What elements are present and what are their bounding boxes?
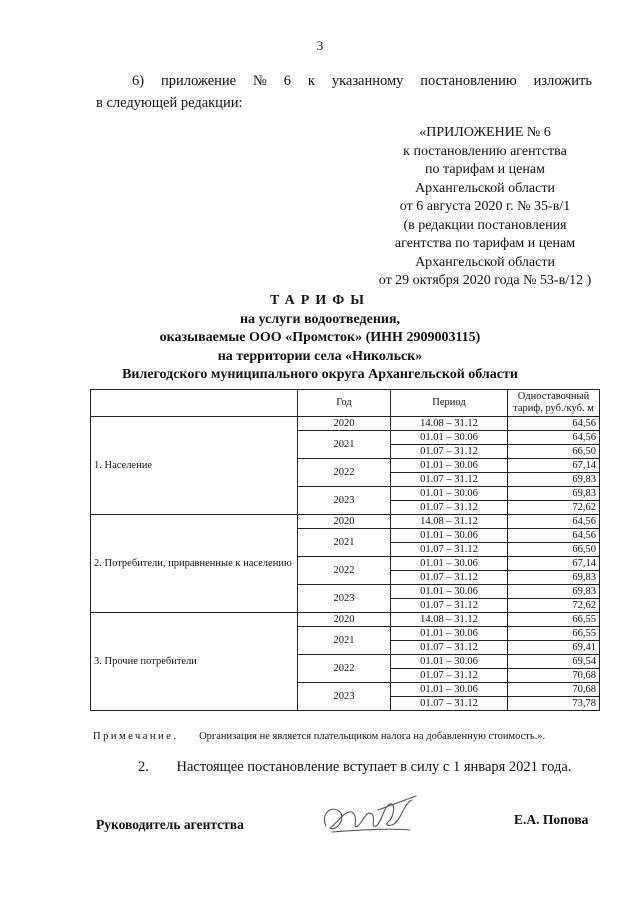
- table-row: [91, 417, 600, 431]
- year-cell: 2021: [298, 529, 391, 557]
- appendix-line: «ПРИЛОЖЕНИЕ № 6: [419, 125, 551, 140]
- year-cell: 2021: [298, 627, 391, 655]
- category-cell: 1. Население: [91, 417, 298, 515]
- tariff-cell: 69,83: [508, 487, 600, 501]
- title-line: на услуги водоотведения,: [239, 311, 401, 327]
- period-cell: 01.01 – 30.06: [391, 627, 508, 641]
- tariff-cell: 69,54: [508, 655, 600, 669]
- appendix-line: к постановлению агентства: [403, 143, 567, 159]
- year-cell: 2021: [298, 431, 391, 459]
- word: 6): [132, 73, 145, 89]
- year-cell: 2020: [298, 613, 391, 627]
- tariff-cell: 64,56: [508, 431, 600, 445]
- tariff-cell: 70,68: [508, 683, 600, 697]
- paragraph-text: Настоящее постановление вступает в силу с 1 января 2021 года.: [176, 759, 572, 775]
- year-cell: 2020: [298, 515, 391, 529]
- period-cell: 01.07 – 31.12: [391, 641, 508, 655]
- word: постановлению: [420, 73, 517, 89]
- word: указанному: [331, 73, 404, 89]
- title-line: Вилегодского муниципального округа Архангельской области: [122, 367, 518, 382]
- appendix-line: Архангельской области: [415, 180, 555, 196]
- period-cell: 14.08 – 31.12: [391, 417, 508, 431]
- word: изложить: [533, 73, 592, 89]
- period-cell: 01.07 – 31.12: [391, 445, 508, 459]
- tariff-cell: 69,83: [508, 571, 600, 585]
- signatory-name: Е.А. Попова: [514, 812, 589, 827]
- word: №: [253, 73, 267, 89]
- table-row: [91, 613, 600, 627]
- period-cell: 01.01 – 30.06: [391, 487, 508, 501]
- period-cell: 14.08 – 31.12: [391, 515, 508, 529]
- period-cell: 01.01 – 30.06: [391, 683, 508, 697]
- period-cell: 01.01 – 30.06: [391, 557, 508, 571]
- tariff-cell: 66,55: [508, 627, 600, 641]
- paragraph-2: [138, 759, 571, 776]
- period-cell: 01.07 – 31.12: [391, 599, 508, 613]
- period-cell: 01.07 – 31.12: [391, 543, 508, 557]
- tariff-cell: 66,50: [508, 445, 600, 459]
- tariff-cell: 70,68: [508, 669, 600, 683]
- word: 6: [283, 73, 291, 89]
- paragraph-6: [96, 70, 592, 114]
- tariff-cell: 69,83: [508, 585, 600, 599]
- word: приложение: [160, 73, 237, 89]
- signatory-position: Руководитель агентства: [96, 817, 244, 832]
- title-heading: ТАРИФЫ: [270, 293, 370, 308]
- appendix-line: от 6 августа 2020 г. № 35-в/1: [399, 199, 571, 214]
- table-row: [91, 515, 600, 529]
- note-text: Организация не является плательщиком налога на добавленную стоимость.».: [199, 731, 546, 742]
- period-cell: 01.07 – 31.12: [391, 571, 508, 585]
- appendix-line: Архангельской области: [415, 254, 555, 270]
- tariff-cell: 72,62: [508, 599, 600, 613]
- year-cell: 2023: [298, 487, 391, 515]
- word: к: [307, 73, 315, 89]
- category-cell: 3. Прочие потребители: [91, 613, 298, 711]
- period-cell: 14.08 – 31.12: [391, 613, 508, 627]
- tariff-table: [90, 389, 600, 711]
- header-year: Год: [298, 390, 391, 417]
- tariff-cell: 67,14: [508, 557, 600, 571]
- paragraph-number: 2.: [138, 759, 149, 775]
- header-period: Период: [391, 390, 508, 417]
- tariff-cell: 66,50: [508, 543, 600, 557]
- tariff-cell: 66,55: [508, 613, 600, 627]
- tariff-cell: 72,62: [508, 501, 600, 515]
- appendix-line: (в редакции постановления: [403, 217, 567, 233]
- document-title: [0, 292, 640, 385]
- year-cell: 2022: [298, 655, 391, 683]
- table-header-row: [91, 390, 600, 417]
- appendix-line: от 29 октября 2020 года № 53-в/12 ): [378, 273, 592, 288]
- title-line: оказываемые ООО «Промсток» (ИНН 2909003115): [159, 330, 481, 345]
- title-line: на территории села «Никольск»: [217, 348, 423, 364]
- year-cell: 2020: [298, 417, 391, 431]
- period-cell: 01.01 – 30.06: [391, 585, 508, 599]
- appendix-line: агентства по тарифам и ценам: [394, 236, 576, 251]
- period-cell: 01.07 – 31.12: [391, 473, 508, 487]
- paragraph-6-line2: в следующей редакции:: [96, 95, 243, 111]
- tariff-table-body: [91, 417, 600, 711]
- period-cell: 01.07 – 31.12: [391, 669, 508, 683]
- category-cell: 2. Потребители, приравненные к населению: [91, 515, 298, 613]
- tariff-cell: 64,56: [508, 515, 600, 529]
- tariff-cell: 67,14: [508, 459, 600, 473]
- tariff-cell: 69,83: [508, 473, 600, 487]
- note-label: Примечание.: [93, 731, 179, 742]
- year-cell: 2023: [298, 683, 391, 711]
- period-cell: 01.07 – 31.12: [391, 697, 508, 711]
- header-category: [91, 390, 298, 417]
- page-number: 3: [316, 38, 324, 53]
- appendix-header: [330, 124, 640, 291]
- year-cell: 2023: [298, 585, 391, 613]
- handwritten-signature: [318, 792, 428, 842]
- period-cell: 01.07 – 31.12: [391, 501, 508, 515]
- tariff-cell: 73,78: [508, 697, 600, 711]
- note: [93, 731, 613, 742]
- header-tariff: Одноставочный тариф, руб./куб. м: [508, 390, 600, 417]
- period-cell: 01.01 – 30.06: [391, 431, 508, 445]
- period-cell: 01.01 – 30.06: [391, 529, 508, 543]
- paragraph-6-line1: [96, 70, 592, 92]
- year-cell: 2022: [298, 459, 391, 487]
- period-cell: 01.01 – 30.06: [391, 655, 508, 669]
- period-cell: 01.01 – 30.06: [391, 459, 508, 473]
- tariff-cell: 69,41: [508, 641, 600, 655]
- year-cell: 2022: [298, 557, 391, 585]
- tariff-cell: 64,56: [508, 417, 600, 431]
- appendix-line: по тарифам и ценам: [425, 162, 545, 177]
- tariff-cell: 64,56: [508, 529, 600, 543]
